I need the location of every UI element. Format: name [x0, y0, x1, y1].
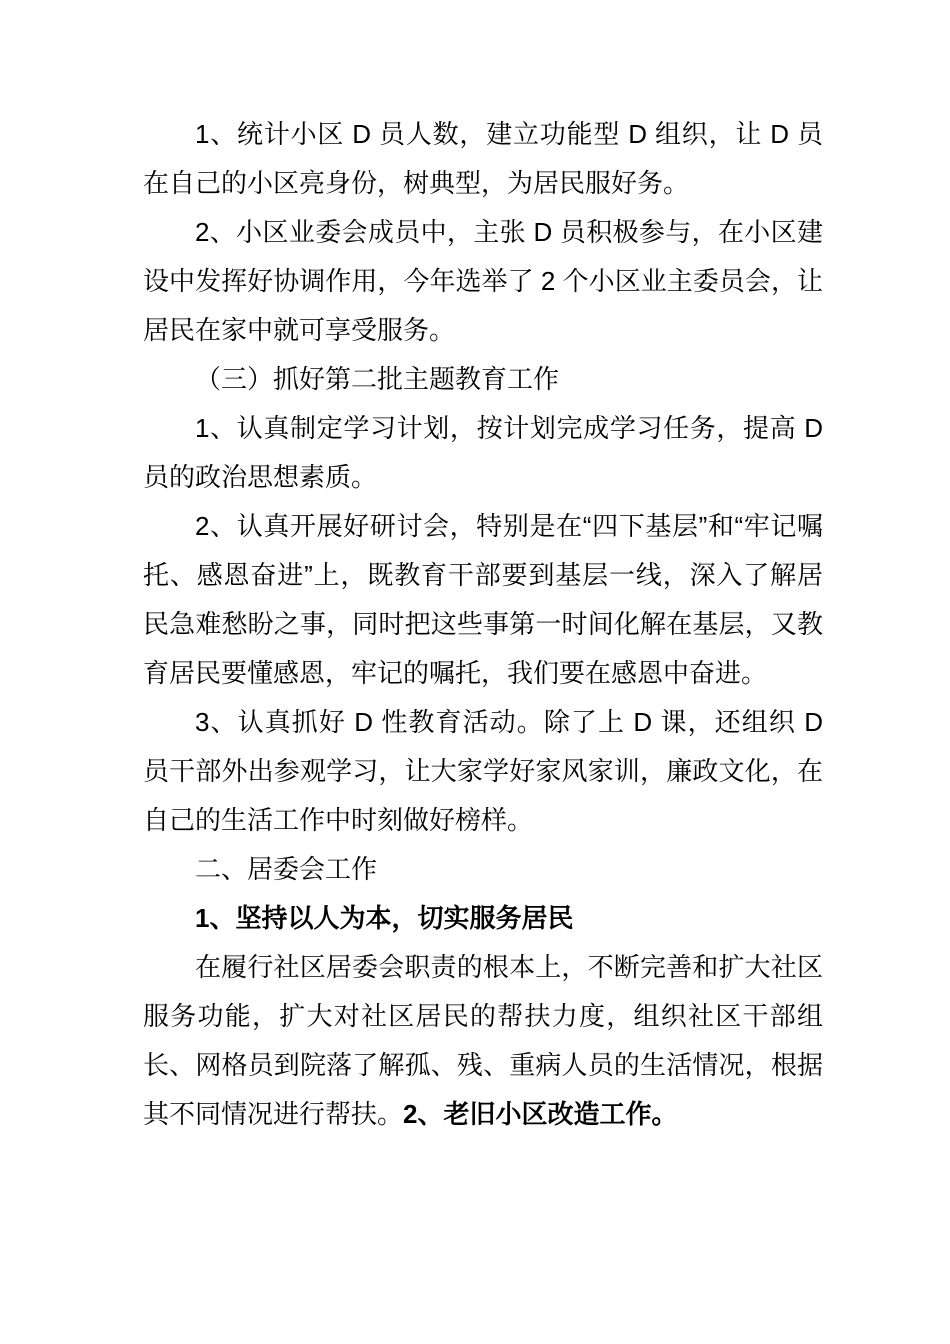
paragraph-with-bold-run	[143, 943, 823, 1139]
numbered-paragraph-1: 1、统计小区 D 员人数，建立功能型 D 组织，让 D 员在自己的小区亮身份，树典型，为居民服好务。	[143, 119, 823, 198]
section-subheading-three: （三）抓好第二批主题教育工作	[195, 364, 560, 394]
bold-subheading: 1、坚持以人为本，切实服务居民	[195, 903, 574, 933]
numbered-paragraph-5: 3、认真抓好 D 性教育活动。除了上 D 课，还组织 D 员干部外出参观学习，让大家学好家风家训，廉政文化，在自己的生活工作中时刻做好榜样。	[143, 707, 823, 835]
numbered-paragraph-3: 1、认真制定学习计划，按计划完成学习任务，提高 D 员的政治思想素质。	[143, 413, 823, 492]
numbered-paragraph-2: 2、小区业委会成员中，主张 D 员积极参与，在小区建设中发挥好协调作用，今年选举了 2 个小区业主委员会，让居民在家中就可享受服务。	[143, 217, 823, 345]
section-heading-two: 二、居委会工作	[195, 854, 378, 884]
paragraph-regular-text: 在履行社区居委会职责的根本上，不断完善和扩大社区服务功能，扩大对社区居民的帮扶力度，组织社区干部组长、网格员到院落了解孤、残、重病人员的生活情况，根据其不同情况进行帮扶。	[143, 952, 823, 1129]
paragraph-bold-run: 2、老旧小区改造工作。	[403, 1099, 678, 1129]
numbered-paragraph-4: 2、认真开展好研讨会，特别是在“四下基层”和“牢记嘱托、感恩奋进”上，既教育干部要到基层一线，深入了解居民急难愁盼之事，同时把这些事第一时间化解在基层，又教育居民要懂感恩，牢记的嘱托，我们要在感恩中奋进。	[143, 511, 823, 688]
document-body	[143, 110, 823, 1139]
